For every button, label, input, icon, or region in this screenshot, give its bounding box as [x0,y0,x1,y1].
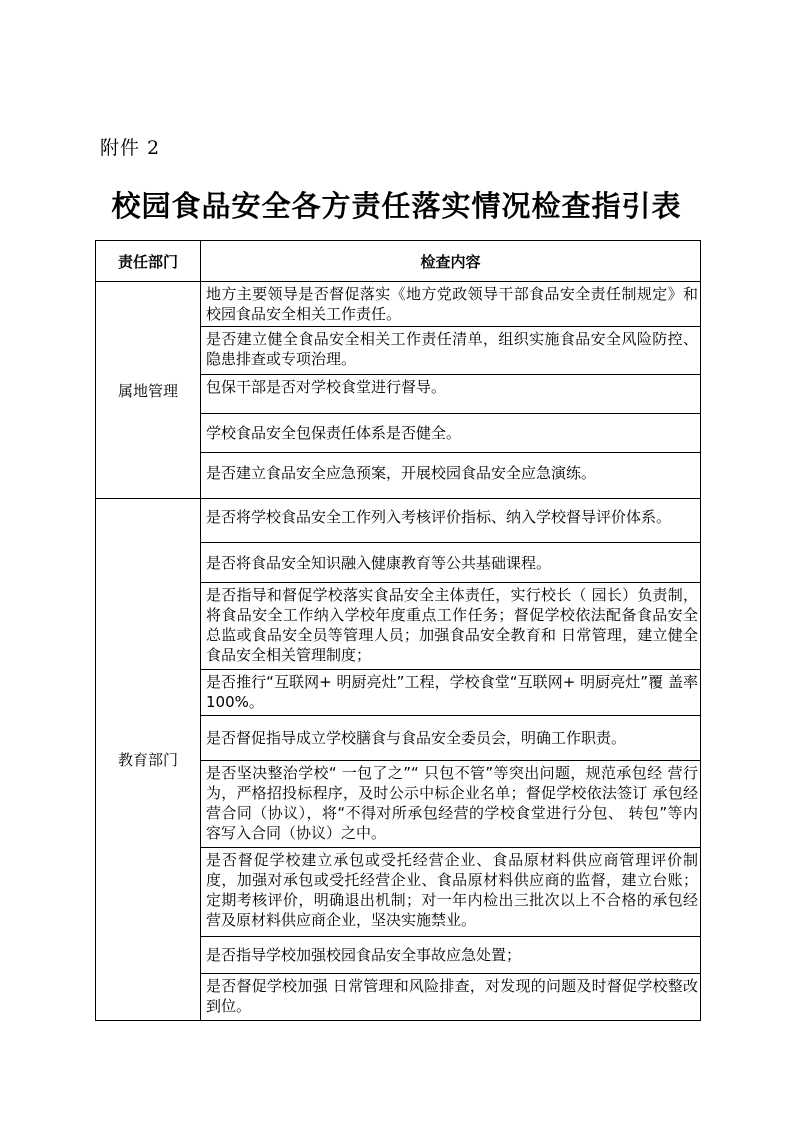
department-cell: 属地管理 [96,282,201,499]
content-cell: 是否将学校食品安全工作列入考核评价指标、纳入学校督导评价体系。 [201,499,701,543]
department-cell: 教育部门 [96,499,201,1021]
inspection-table [95,240,701,1021]
content-cell: 是否坚决整治学校“ 一包了之”“ 只包不管”等突出问题，规范承包经 营行为，严格招投标程序，及时公示中标企业名单；督促学校依法签订 承包经营合同（协议），将“不得对所承包经营的学校食堂进行分包、 转包”等内容写入合同（协议）之中。 [201,761,701,848]
table-row [96,282,701,327]
content-cell: 是否指导和督促学校落实食品安全主体责任，实行校长（ 园长）负责制，将食品安全工作纳入学校年度重点工作任务；督促学校依法配备食品安全总监或食品安全员等管理人员；加强食品安全教育和 日常管理，建立健全食品安全相关管理制度； [201,583,701,670]
content-cell: 是否将食品安全知识融入健康教育等公共基础课程。 [201,543,701,583]
header-department: 责任部门 [96,241,201,282]
content-cell: 包保干部是否对学校食堂进行督导。 [201,375,701,414]
content-cell: 是否督促学校建立承包或受托经营企业、食品原材料供应商管理评价制度，加强对承包或受托经营企业、食品原材料供应商的监督，建立台账；定期考核评价，明确退出机制；对一年内检出三批次以上不合格的承包经营及原材料供应商企业，坚决实施禁业。 [201,848,701,937]
content-cell: 是否指导学校加强校园食品安全事故应急处置； [201,937,701,974]
table-header-row [96,241,701,282]
content-cell: 学校食品安全包保责任体系是否健全。 [201,414,701,453]
content-cell: 地方主要领导是否督促落实《地方党政领导干部食品安全责任制规定》和校园食品安全相关工作责任。 [201,282,701,327]
content-cell: 是否建立食品安全应急预案，开展校园食品安全应急演练。 [201,453,701,499]
content-cell: 是否建立健全食品安全相关工作责任清单，组织实施食品安全风险防控、隐患排查或专项治理。 [201,327,701,375]
header-content: 检查内容 [201,241,701,282]
content-cell: 是否督促学校加强 日常管理和风险排查，对发现的问题及时督促学校整改到位。 [201,974,701,1021]
annex-label: 附件 2 [100,137,161,159]
content-cell: 是否督促指导成立学校膳食与食品安全委员会，明确工作职责。 [201,716,701,761]
table-row [96,499,701,543]
document-title: 校园食品安全各方责任落实情况检查指引表 [111,189,682,223]
content-cell: 是否推行“互联网+ 明厨亮灶”工程，学校食堂“互联网+ 明厨亮灶”覆 盖率 100%。 [201,670,701,716]
